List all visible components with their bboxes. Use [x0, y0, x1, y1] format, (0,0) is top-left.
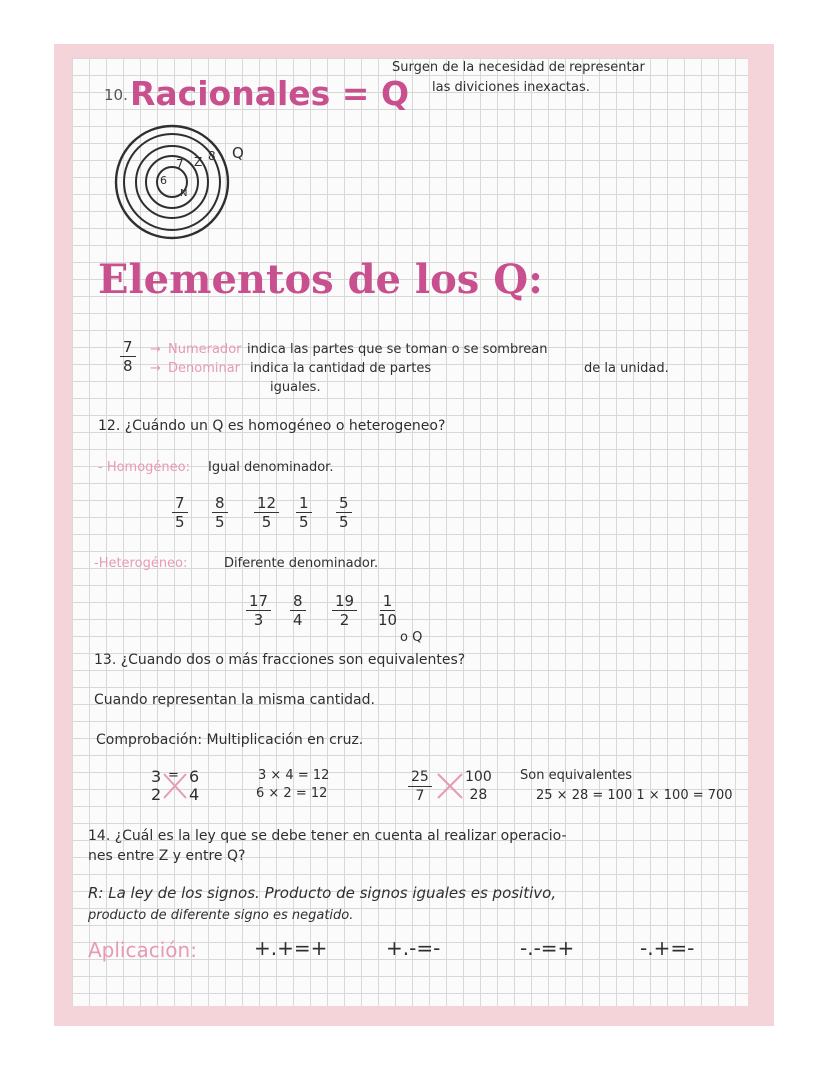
frac-denominator: 2 [339, 611, 350, 629]
diagram-label-7: 7 [176, 157, 184, 171]
frac-denominator: 2 [151, 785, 162, 804]
section-10-desc-line1: Surgen de la necesidad de representar [392, 60, 645, 75]
denominador-arrow: → [150, 361, 161, 376]
ex2-line2: 25 × 28 = 100 1 × 100 = 700 [536, 788, 733, 803]
elements-heading: Elementos de los Q: [98, 256, 543, 303]
section-10-desc-line2: las diviciones inexactas. [432, 80, 590, 95]
homogeneo-fraction-2 [212, 494, 228, 531]
heterogeneo-fraction-4 [378, 592, 397, 629]
numerador-text: indica las partes que se toman o se sombrean [247, 342, 548, 357]
frac-numerator: 12 [254, 494, 279, 513]
section-12-question: 12. ¿Cuándo un Q es homogéneo o heterogeneo? [98, 418, 446, 434]
number-sets-diagram [108, 118, 268, 248]
equiv-equals-sign: = [168, 768, 179, 783]
homogeneo-text: Igual denominador. [208, 460, 334, 475]
denominador-text: indica la cantidad de partes [250, 361, 432, 376]
frac-denominator: 5 [215, 513, 225, 531]
ex1-line1: 3 × 4 = 12 [258, 768, 330, 783]
heterogeneo-fraction-1 [246, 592, 271, 629]
frac-numerator: 25 [408, 768, 432, 787]
sign-rule-1: +.+=+ [254, 936, 328, 960]
frac-denominator: 5 [261, 513, 272, 531]
equiv-fraction-d [462, 768, 495, 804]
section-14-question-line2: nes entre Z y entre Q? [88, 848, 246, 864]
frac-denominator: 3 [253, 611, 264, 629]
frac-denominator: 10 [378, 611, 398, 629]
sign-rule-4: -.+=- [640, 936, 695, 960]
example-fraction [120, 338, 136, 375]
set-q-inner-ring [124, 134, 220, 230]
frac-numerator: 19 [332, 592, 357, 611]
heterogeneo-fraction-3 [332, 592, 357, 629]
frac-denominator: 4 [293, 611, 303, 629]
equiv-fraction-c [408, 768, 432, 805]
frac-numerator: 1 [296, 494, 312, 513]
frac-denominator: 5 [299, 513, 309, 531]
heterogeneo-fraction-2 [290, 592, 306, 629]
homogeneo-fraction-3 [254, 494, 279, 531]
denominador-text-line2: iguales. [270, 380, 321, 395]
frac-numerator: 100 [465, 769, 492, 785]
frac-numerator: 3 [151, 767, 162, 786]
frac-numerator: 8 [290, 592, 306, 611]
section-14-answer-line1: R: La ley de los signos. Producto de signos iguales es positivo, [88, 884, 557, 902]
section-10-title: Racionales = Q [130, 74, 410, 113]
ex1-line2: 6 × 2 = 12 [256, 786, 328, 801]
heterogeneo-label: -Heterogéneo: [94, 556, 188, 571]
numerador-label: Numerador [168, 342, 242, 357]
homogeneo-label: - Homogéneo: [98, 460, 190, 475]
set-q-circle [116, 126, 228, 238]
frac-denominator: 4 [189, 785, 200, 804]
section-14-question-line1: 14. ¿Cuál es la ley que se debe tener en cuenta al realizar operacio- [88, 828, 567, 844]
numerador-arrow: → [150, 342, 161, 357]
homogeneo-fraction-1 [172, 494, 188, 531]
frac-denominator: 7 [415, 788, 425, 804]
application-label: Aplicación: [88, 938, 197, 962]
example-numerator: 7 [120, 338, 136, 357]
section-13-answer: Cuando representan la misma cantidad. [94, 692, 375, 708]
diagram-label-z: Z [194, 155, 203, 169]
frac-denominator: 5 [339, 513, 349, 531]
ex2-line1: Son equivalentes [520, 768, 633, 783]
heterogeneo-text: Diferente denominador. [224, 556, 379, 571]
frac-denominator: 5 [175, 513, 185, 531]
diagram-label-n: N [180, 188, 188, 199]
section-13-check: Comprobación: Multiplicación en cruz. [96, 732, 364, 748]
frac-numerator: 17 [246, 592, 271, 611]
homogeneo-fraction-4 [296, 494, 312, 531]
sign-rule-2: +.-=- [386, 936, 441, 960]
example-denominator: 8 [123, 357, 133, 375]
frac-numerator: 7 [172, 494, 188, 513]
sign-rule-3: -.-=+ [520, 936, 575, 960]
diagram-label-q: Q [232, 144, 244, 162]
denominador-label: Denominar [168, 361, 241, 376]
homogeneo-fraction-5 [336, 494, 352, 531]
frac-numerator: 8 [212, 494, 228, 513]
diagram-label-8: 8 [208, 149, 216, 163]
denominador-text-cont: de la unidad. [584, 361, 669, 376]
section-12-note: o Q [400, 630, 423, 645]
diagram-label-6: 6 [160, 174, 167, 187]
frac-numerator: 6 [189, 767, 200, 786]
section-14-answer-line2: producto de diferente signo es negatido. [88, 908, 354, 923]
frac-denominator: 28 [469, 787, 488, 803]
frac-numerator: 1 [380, 592, 396, 611]
section-13-question: 13. ¿Cuando dos o más fracciones son equivalentes? [94, 652, 466, 668]
set-z-inner-ring [146, 156, 198, 208]
section-10-number: 10. [104, 86, 128, 104]
equiv-fraction-b [186, 768, 202, 804]
frac-numerator: 5 [336, 494, 352, 513]
